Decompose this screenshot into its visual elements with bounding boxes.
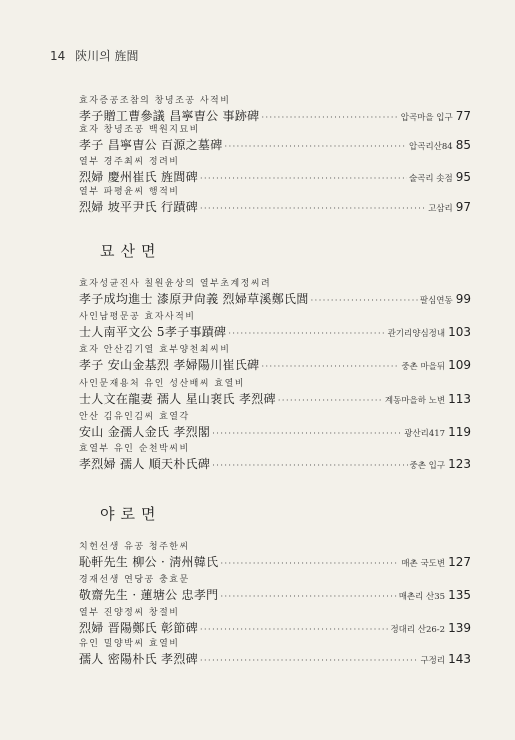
entry-hanja: 孺人 密陽朴氏 孝烈碑	[79, 652, 198, 666]
entry-location: 구정리	[420, 656, 446, 666]
toc-entry[interactable]	[79, 278, 471, 308]
entry-hanja: 士人南平文公 5孝子事蹟碑	[79, 325, 227, 339]
entry-hanja: 孝子成均進士 漆原尹尙義 烈婦草溪鄭氏閭	[79, 292, 309, 306]
toc-entry[interactable]	[79, 344, 471, 374]
entry-hangul: 효자 창녕조공 백원지묘비	[79, 125, 200, 135]
entry-hangul: 효자증공조참의 창녕조공 사적비	[79, 96, 231, 106]
entry-hangul: 효자성균진사 칠원윤상의 열부초계정씨려	[79, 279, 272, 289]
entry-location: 압곡리산84	[409, 142, 453, 152]
entry-page[interactable]: 85	[455, 138, 471, 152]
entry-hanja: 烈婦 晋陽鄭氏 彰節碑	[79, 621, 198, 635]
entry-page[interactable]: 119	[448, 425, 471, 439]
entry-hangul: 경재선생 연당공 충효문	[79, 575, 190, 585]
leader-dots	[220, 588, 396, 605]
entry-hangul: 치헌선생 유공 청주한씨	[79, 542, 190, 552]
book-title: 陝川의 旌閭	[75, 49, 139, 63]
entry-hangul: 효자 안산김기열 효부양천최씨비	[79, 345, 231, 355]
entry-hanja: 孝子 昌寧曺公 百源之墓碑	[79, 138, 223, 152]
entry-page[interactable]: 135	[448, 588, 471, 602]
entry-page[interactable]: 103	[448, 325, 471, 339]
entry-location: 정대리 산26-2	[390, 625, 446, 635]
entry-location: 술곡리 솟점	[408, 174, 453, 184]
entry-hangul: 효열부 유인 순천박씨비	[79, 444, 190, 454]
entry-hanja: 孝子 安山金基烈 孝婦陽川崔氏碑	[79, 358, 260, 372]
entry-location: 매촌 국도변	[401, 559, 446, 569]
leader-dots	[225, 138, 408, 155]
toc-entry[interactable]	[79, 95, 471, 125]
entry-page[interactable]: 77	[455, 109, 471, 123]
leader-dots	[220, 555, 399, 572]
leader-dots	[261, 358, 399, 375]
entry-location: 고삼리	[428, 204, 453, 214]
leader-dots	[212, 457, 407, 474]
entry-location: 계동마을하 노변	[384, 396, 446, 406]
entry-location: 중촌 입구	[409, 461, 446, 471]
entry-location: 매촌리 산35	[398, 592, 446, 602]
entry-page[interactable]: 139	[448, 621, 471, 635]
entry-page[interactable]: 127	[448, 555, 471, 569]
toc-entry[interactable]	[79, 186, 471, 216]
page-header	[50, 47, 139, 64]
entry-hanja: 士人文在龍妻 孺人 星山裵氏 孝烈碑	[79, 392, 276, 406]
toc-entry[interactable]	[79, 541, 471, 571]
entry-hangul: 열부 경주최씨 정려비	[79, 157, 180, 167]
entry-hanja: 孝子贈工曹參議 昌寧曺公 事跡碑	[79, 109, 260, 123]
entry-hangul: 사인남평문공 효자사적비	[79, 312, 196, 322]
entry-page[interactable]: 113	[448, 392, 471, 406]
entry-hangul: 사인문재용처 유인 성산배씨 효열비	[79, 379, 245, 389]
leader-dots	[200, 170, 407, 187]
toc-entry[interactable]	[79, 378, 471, 408]
toc-entry[interactable]	[79, 607, 471, 637]
toc-entry[interactable]	[79, 124, 471, 154]
toc-entry[interactable]	[79, 638, 471, 668]
leader-dots	[228, 325, 385, 342]
entry-page[interactable]: 97	[455, 200, 471, 214]
entry-location: 관기리양심정내	[387, 329, 446, 339]
entry-hanja: 安山 金孺人金氏 孝烈閣	[79, 425, 211, 439]
entry-page[interactable]: 99	[455, 292, 471, 306]
entry-page[interactable]: 109	[448, 358, 471, 372]
leader-dots	[200, 621, 389, 638]
entry-hanja: 恥軒先生 柳公 · 淸州韓氏	[79, 555, 219, 569]
leader-dots	[200, 200, 426, 217]
entry-location: 팔심연동	[419, 296, 453, 306]
toc-entry[interactable]	[79, 156, 471, 186]
toc-entry[interactable]	[79, 311, 471, 341]
leader-dots	[200, 652, 419, 669]
toc-entry[interactable]	[79, 574, 471, 604]
section-title: 묘산면	[100, 242, 162, 260]
entry-location: 압곡마을 입구	[400, 113, 453, 123]
entry-page[interactable]: 143	[448, 652, 471, 666]
entry-location: 중촌 마을뒤	[401, 362, 446, 372]
entry-hangul: 열부 파평윤씨 행적비	[79, 187, 180, 197]
entry-hangul: 유인 밀양박씨 효열비	[79, 639, 180, 649]
entry-page[interactable]: 95	[455, 170, 471, 184]
section-title: 야로면	[100, 505, 162, 523]
entry-hanja: 烈婦 坡平尹氏 行蹟碑	[79, 200, 198, 214]
page-number: 14	[50, 49, 66, 63]
entry-hangul: 열부 진양정씨 창절비	[79, 608, 180, 618]
toc-entry[interactable]	[79, 411, 471, 441]
entry-page[interactable]: 123	[448, 457, 471, 471]
leader-dots	[212, 425, 402, 442]
leader-dots	[311, 292, 418, 309]
entry-hanja: 敬齋先生 · 蓮塘公 忠孝門	[79, 588, 219, 602]
leader-dots	[278, 392, 383, 409]
toc-entry[interactable]	[79, 443, 471, 473]
entry-hangul: 안산 김유인김씨 효열각	[79, 412, 190, 422]
entry-hanja: 烈婦 慶州崔氏 旌閭碑	[79, 170, 198, 184]
entry-location: 광산리417	[404, 429, 446, 439]
entry-hanja: 孝烈婦 孺人 順天朴氏碑	[79, 457, 211, 471]
